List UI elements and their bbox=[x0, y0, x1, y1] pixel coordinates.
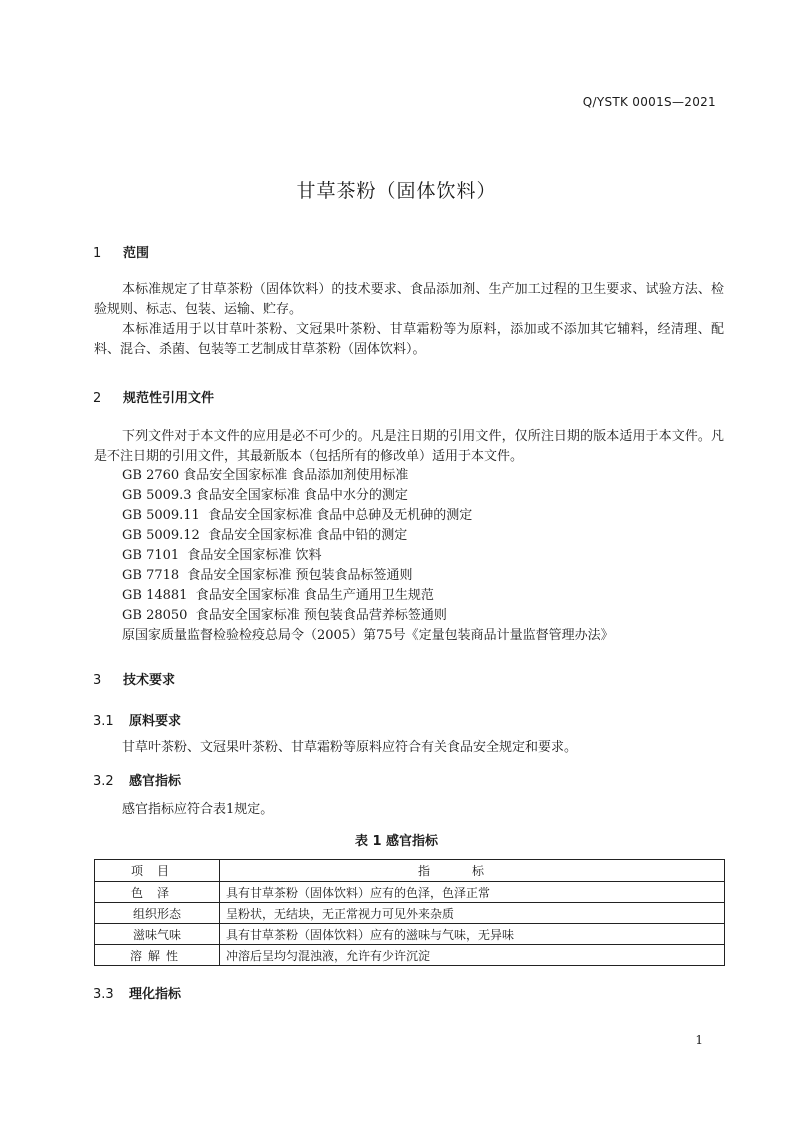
cell-item: 溶解性 bbox=[95, 945, 220, 966]
page-number: 1 bbox=[695, 1033, 703, 1047]
section-title: 理化指标 bbox=[129, 987, 182, 1002]
table-header-row bbox=[95, 860, 725, 882]
reference-item: GB 5009.3 食品安全国家标准 食品中水分的测定 bbox=[122, 488, 408, 503]
table-row bbox=[95, 903, 725, 924]
cell-indicator: 呈粉状，无结块，无正常视力可见外来杂质 bbox=[220, 903, 725, 924]
reference-item: GB 7101 食品安全国家标准 饮料 bbox=[122, 548, 322, 563]
section-number: 3.1 bbox=[93, 714, 114, 729]
reference-item: GB 5009.11 食品安全国家标准 食品中总砷及无机砷的测定 bbox=[122, 508, 473, 523]
section-number: 2 bbox=[93, 391, 102, 406]
reference-item: GB 28050 食品安全国家标准 预包装食品营养标签通则 bbox=[122, 608, 447, 623]
header-indicator: 指标 bbox=[220, 860, 725, 882]
section-title: 感官指标 bbox=[129, 774, 182, 789]
section-3-2-para: 感官指标应符合表1规定。 bbox=[122, 802, 274, 817]
section-number: 3.2 bbox=[93, 774, 114, 789]
document-title: 甘草茶粉（固体饮料） bbox=[296, 180, 497, 202]
section-title: 规范性引用文件 bbox=[123, 391, 215, 406]
table-row bbox=[95, 945, 725, 966]
standard-number: Q/YSTK 0001S—2021 bbox=[582, 95, 716, 109]
section-title: 原料要求 bbox=[129, 714, 182, 729]
section-3-2-heading bbox=[93, 770, 181, 789]
sensory-table bbox=[94, 859, 725, 966]
reference-item: GB 5009.12 食品安全国家标准 食品中铅的测定 bbox=[122, 528, 408, 543]
reference-item: GB 14881 食品安全国家标准 食品生产通用卫生规范 bbox=[122, 588, 434, 603]
cell-item: 组织形态 bbox=[95, 903, 220, 924]
section-number: 3.3 bbox=[93, 987, 114, 1002]
reference-item: GB 2760 食品安全国家标准 食品添加剂使用标准 bbox=[122, 468, 409, 483]
section-2-para: 下列文件对于本文件的应用是必不可少的。凡是注日期的引用文件，仅所注日期的版本适用于本文件。凡是不注日期的引用文件，其最新版本（包括所有的修改单）适用于本文件。 bbox=[94, 429, 724, 464]
header-item: 项目 bbox=[95, 860, 220, 882]
section-3-1-heading bbox=[93, 710, 181, 729]
cell-indicator: 具有甘草茶粉（固体饮料）应有的色泽，色泽正常 bbox=[220, 882, 725, 903]
table-1-caption: 表 1 感官指标 bbox=[354, 834, 439, 849]
cell-item: 色泽 bbox=[95, 882, 220, 903]
table-row bbox=[95, 882, 725, 903]
section-title: 技术要求 bbox=[123, 673, 176, 688]
reference-item: 原国家质量监督检验检疫总局令（2005）第75号《定量包装商品计量监督管理办法》 bbox=[122, 628, 614, 643]
section-number: 3 bbox=[93, 673, 102, 688]
section-1-heading bbox=[93, 242, 149, 261]
section-3-1-para: 甘草叶茶粉、文冠果叶茶粉、甘草霜粉等原料应符合有关食品安全规定和要求。 bbox=[122, 740, 578, 755]
cell-item: 滋味气味 bbox=[95, 924, 220, 945]
section-number: 1 bbox=[93, 246, 102, 261]
section-3-heading bbox=[93, 669, 175, 688]
section-1-para-2: 本标准适用于以甘草叶茶粉、文冠果叶茶粉、甘草霜粉等为原料，添加或不添加其它辅料，经清理、配料、混合、杀菌、包装等工艺制成甘草茶粉（固体饮料）。 bbox=[94, 322, 724, 357]
section-2-heading bbox=[93, 387, 214, 406]
table-row bbox=[95, 924, 725, 945]
section-3-3-heading bbox=[93, 983, 181, 1002]
reference-item: GB 7718 食品安全国家标准 预包装食品标签通则 bbox=[122, 568, 413, 583]
cell-indicator: 冲溶后呈均匀混浊液，允许有少许沉淀 bbox=[220, 945, 725, 966]
cell-indicator: 具有甘草茶粉（固体饮料）应有的滋味与气味，无异味 bbox=[220, 924, 725, 945]
section-title: 范围 bbox=[123, 246, 150, 261]
section-1-para-1: 本标准规定了甘草茶粉（固体饮料）的技术要求、食品添加剂、生产加工过程的卫生要求、试验方法、检验规则、标志、包装、运输、贮存。 bbox=[94, 282, 724, 317]
